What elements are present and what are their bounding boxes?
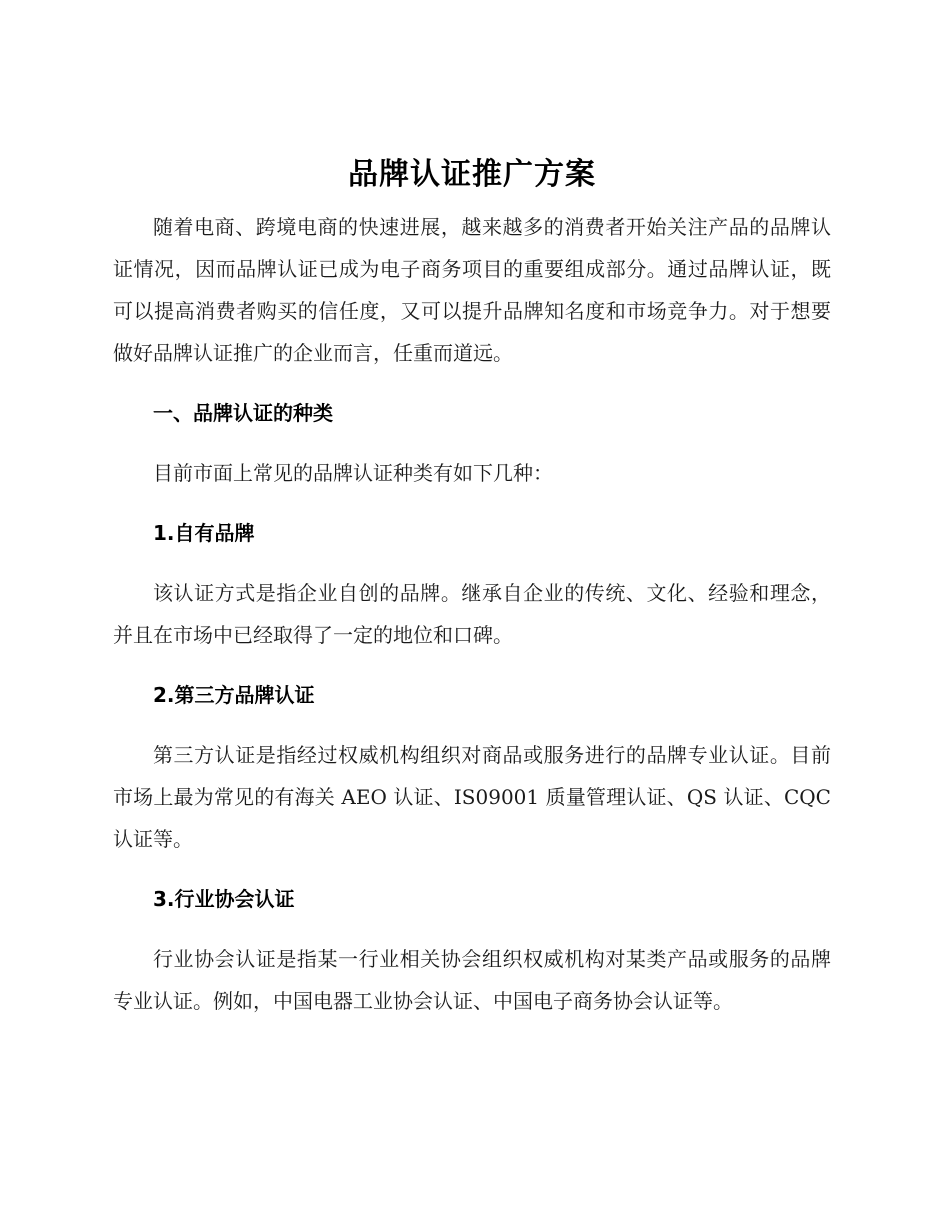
item-paragraph-third-party: 第三方认证是指经过权威机构组织对商品或服务进行的品牌专业认证。目前市场上最为常见的有海关 AEO 认证、IS09001 质量管理认证、QS 认证、CQC 认证等。 (113, 743, 831, 851)
intro-paragraph: 随着电商、跨境电商的快速进展，越来越多的消费者开始关注产品的品牌认证情况，因而品牌认证已成为电子商务项目的重要组成部分。通过品牌认证，既可以提高消费者购买的信任度，又可以提升品牌知名度和市场竞争力。对于想要做好品牌认证推广的企业而言，任重而道远。 (113, 215, 831, 365)
section-heading-types: 一、品牌认证的种类 (153, 401, 333, 425)
section-intro-paragraph: 目前市面上常见的品牌认证种类有如下几种： (153, 461, 553, 485)
item-paragraph-own-brand: 该认证方式是指企业自创的品牌。继承自企业的传统、文化、经验和理念，并且在市场中已经取得了一定的地位和口碑。 (113, 581, 831, 647)
item-heading-industry-association: 3.行业协会认证 (153, 887, 295, 911)
document-body (113, 150, 831, 1022)
item-paragraph-industry-association: 行业协会认证是指某一行业相关协会组织权威机构对某类产品或服务的品牌专业认证。例如，中国电器工业协会认证、中国电子商务协会认证等。 (113, 947, 831, 1013)
item-heading-third-party: 2.第三方品牌认证 (153, 683, 315, 707)
item-heading-own-brand: 1.自有品牌 (153, 521, 255, 545)
document-title: 品牌认证推广方案 (348, 157, 596, 192)
